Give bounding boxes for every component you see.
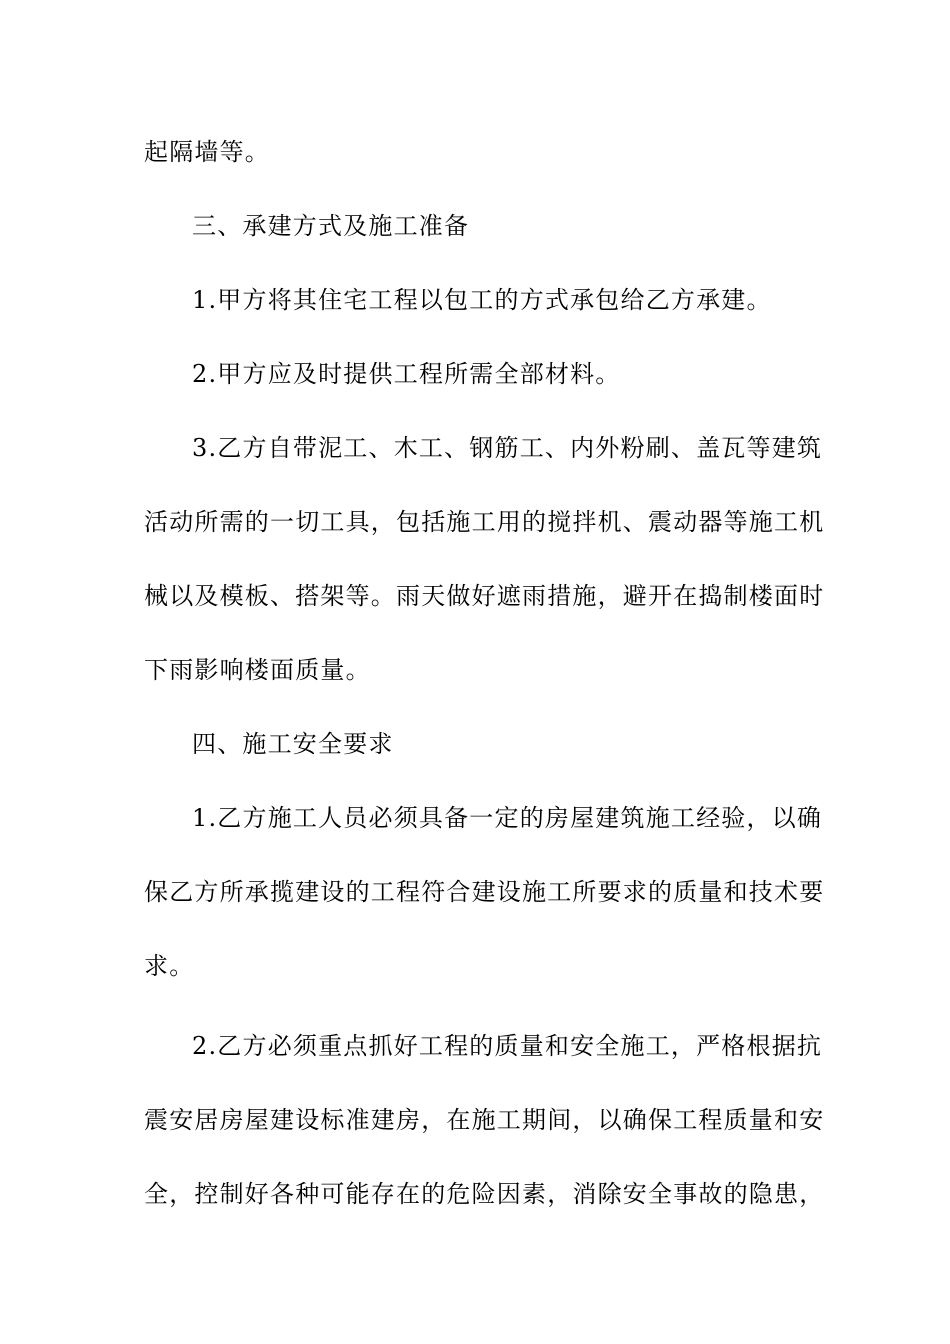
clause-4-2-line-3: 全，控制好各种可能存在的危险因素，消除安全事故的隐患， xyxy=(144,1180,825,1208)
clause-3-3-line-3: 械以及模板、搭架等。雨天做好遮雨措施，避开在捣制楼面时 xyxy=(144,582,825,610)
section-heading-safety-requirements: 四、施工安全要求 xyxy=(192,730,394,758)
clause-4-1-line-2: 保乙方所承揽建设的工程符合建设施工所要求的质量和技术要 xyxy=(144,878,825,906)
clause-4-2-line-1: 2.乙方必须重点抓好工程的质量和安全施工，严格根据抗 xyxy=(192,1032,823,1060)
section-heading-construction-method: 三、承建方式及施工准备 xyxy=(192,212,470,240)
clause-3-3-line-1: 3.乙方自带泥工、木工、钢筋工、内外粉刷、盖瓦等建筑 xyxy=(192,434,823,462)
clause-3-2: 2.甲方应及时提供工程所需全部材料。 xyxy=(192,360,621,388)
clause-4-1-line-1: 1.乙方施工人员必须具备一定的房屋建筑施工经验，以确 xyxy=(192,804,823,832)
clause-3-3-line-2: 活动所需的一切工具，包括施工用的搅拌机、震动器等施工机 xyxy=(144,508,825,536)
clause-3-1: 1.甲方将其住宅工程以包工的方式承包给乙方承建。 xyxy=(192,286,772,314)
clause-4-2-line-2: 震安居房屋建设标准建房，在施工期间，以确保工程质量和安 xyxy=(144,1106,825,1134)
clause-3-3-line-4: 下雨影响楼面质量。 xyxy=(144,656,371,684)
paragraph-continuation: 起隔墙等。 xyxy=(144,138,270,166)
clause-4-1-line-3: 求。 xyxy=(144,952,195,980)
